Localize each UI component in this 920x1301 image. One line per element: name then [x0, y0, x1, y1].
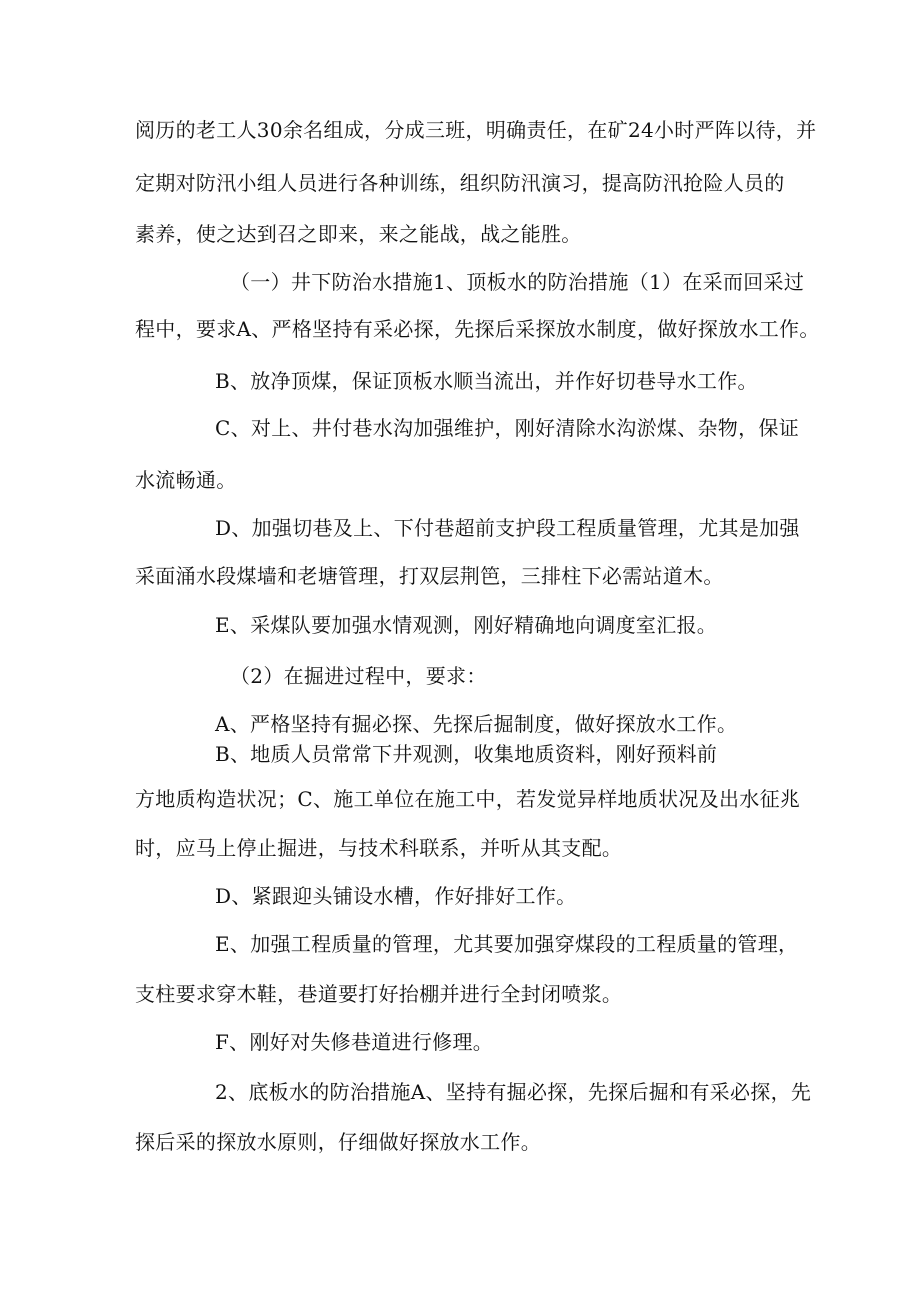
text-line: E、加强工程质量的管理，尤其要加强穿煤段的工程质量的管理， [215, 932, 799, 956]
text-line: 支柱要求穿木鞋，巷道要打好抬棚并进行全封闭喷浆。 [135, 982, 623, 1006]
text-line: D、加强切巷及上、下付巷超前支护段工程质量管理，尤其是加强 [215, 516, 800, 540]
text-line: B、放净顶煤，保证顶板水顺当流出，并作好切巷导水工作。 [215, 369, 758, 393]
text-line: 时，应马上停止掘进，与技术科联系，并听从其支配。 [135, 836, 623, 860]
text-line: B、地质人员常常下井观测，收集地质资料，刚好预料前 [215, 742, 718, 766]
text-line: E、采煤队要加强水情观测，刚好精确地向调度室汇报。 [215, 613, 718, 637]
text-line: C、对上、井付巷水沟加强维护，刚好清除水沟淤煤、杂物，保证 [215, 416, 800, 440]
text-line: 定期对防汛小组人员进行各种训练，组织防汛演习，提高防汛抢险人员的 [135, 171, 785, 195]
text-line: 程中，要求A、严格坚持有采必探，先探后采探放水制度，做好探放水工作。 [135, 317, 820, 341]
text-line: 方地质构造状况；C、施工单位在施工中，若发觉异样地质状况及出水征兆 [135, 787, 801, 811]
text-line: 采面涌水段煤墙和老塘管理，打双层荆笆，三排柱下必需站道木。 [135, 564, 724, 588]
text-line: 2、底板水的防治措施A、坚持有掘必探，先探后掘和有采必探，先 [215, 1080, 812, 1104]
text-line: A、严格坚持有掘必探、先探后掘制度，做好探放水工作。 [215, 712, 738, 736]
text-line: 素养，使之达到召之即来，来之能战，战之能胜。 [135, 222, 582, 246]
text-line: （一）井下防治水措施1、顶板水的防治措施（1）在采而回采过 [230, 270, 805, 294]
text-line: 探后采的探放水原则，仔细做好探放水工作。 [135, 1130, 541, 1154]
text-line: 阅历的老工人30余名组成，分成三班，明确责任，在矿24小时严阵以待，并 [135, 118, 817, 142]
text-line: F、刚好对失修巷道进行修理。 [215, 1030, 494, 1054]
text-line: 水流畅通。 [135, 468, 237, 492]
text-line: （2）在掘进过程中，要求： [230, 664, 487, 688]
text-line: D、紧跟迎头铺设水槽，作好排好工作。 [215, 884, 577, 908]
